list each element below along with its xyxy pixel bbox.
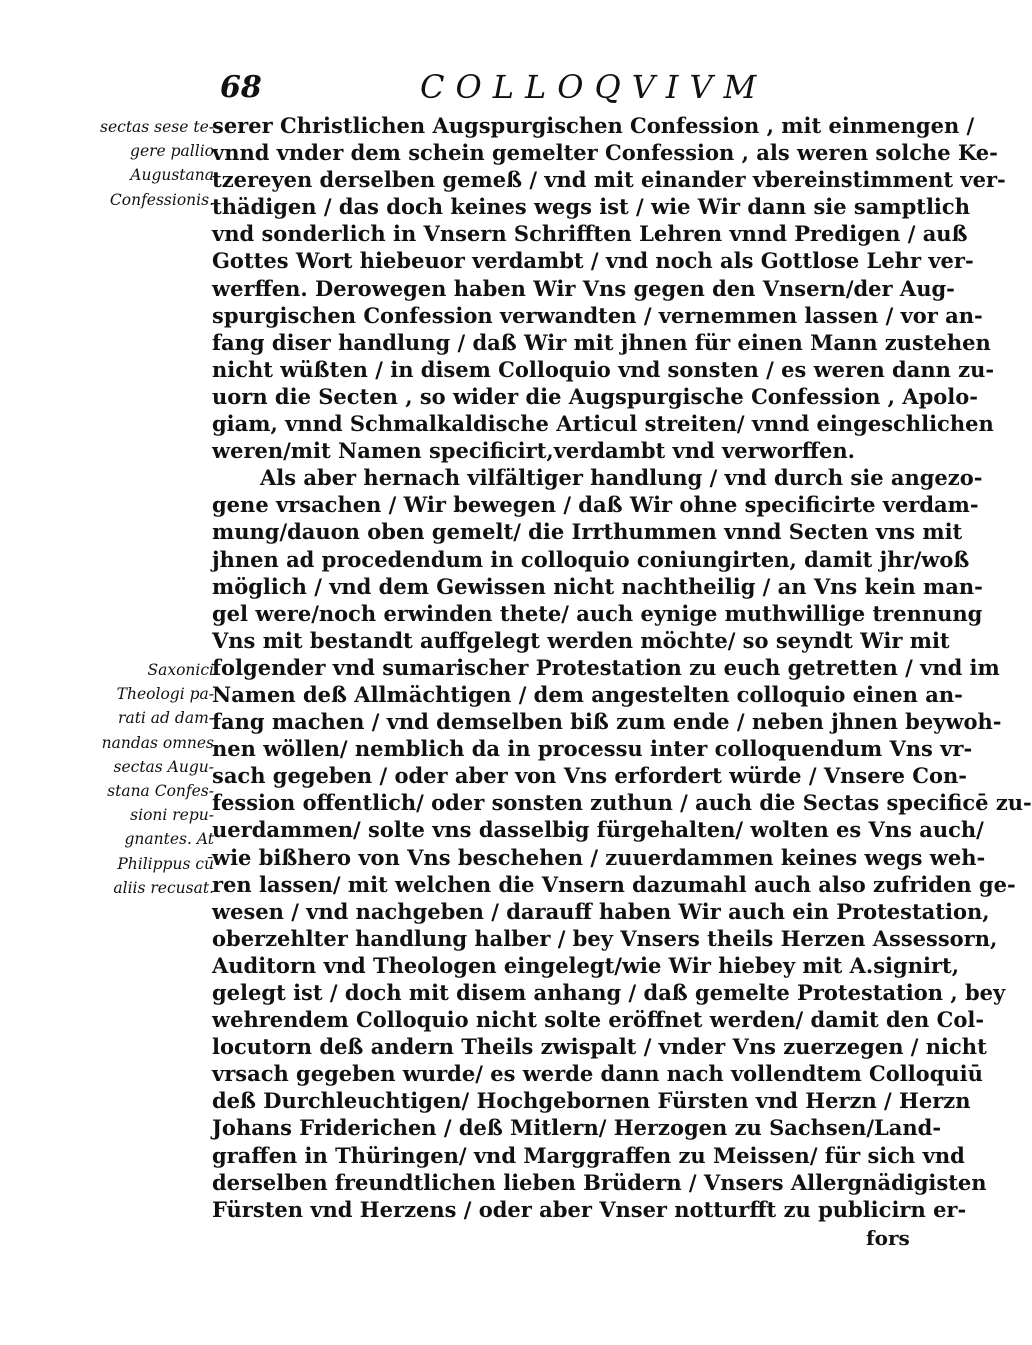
text-line: vnnd vnder dem schein gemelter Confession , als weren solche Ke- (212, 140, 998, 166)
margin-note-line: gnantes. At (124, 830, 214, 849)
text-line: Als aber hernach vilfältiger handlung / vnd durch sie angezo- (260, 465, 983, 491)
page-number: 68 (220, 70, 262, 105)
text-line: ren lassen/ mit welchen die Vnsern dazumahl auch also zufriden ge- (212, 871, 1016, 897)
margin-note-line: sioni repu- (130, 806, 214, 825)
text-line: derselben freundtlichen lieben Brüdern / Vnsers Allergnädigisten (212, 1169, 987, 1195)
text-line: gelegt ist / doch mit disem anhang / daß gemelte Protestation , bey (212, 980, 1006, 1005)
text-line: jhnen ad procedendum in colloquio coniungirten, damit jhr/woß (212, 546, 970, 572)
text-line: fession offentlich/ oder sonsten zuthun / auch die Sectas specificē zu- (212, 790, 1032, 816)
text-line: graffen in Thüringen/ vnd Marggraffen zu Meissen/ für sich vnd (212, 1142, 965, 1168)
margin-note-line: Confessionis. (109, 190, 214, 209)
text-line: serer Christlichen Augspurgischen Confession , mit einmengen / (212, 113, 975, 138)
text-line: fang diser handlung / daß Wir mit jhnen für einen Mann zustehen (212, 329, 991, 355)
body-text (212, 112, 1032, 1223)
text-line: nen wöllen/ nemblich da in processu inter colloquendum Vns vr- (212, 736, 973, 762)
text-line: deß Durchleuchtigen/ Hochgebornen Fürsten vnd Herzn / Herzn (212, 1088, 971, 1114)
margin-note-line: nandas omnes (101, 733, 214, 752)
margin-note (84, 658, 214, 900)
margin-note-line: sectas sese te- (100, 118, 214, 136)
text-line: giam, vnnd Schmalkaldische Articul streiten/ vnnd eingeschlichen (212, 411, 994, 437)
text-line: Fürsten vnd Herzens / oder aber Vnser notturfft zu publicirn er- (212, 1196, 967, 1222)
text-line: möglich / vnd dem Gewissen nicht nachtheilig / an Vns kein man- (212, 573, 983, 599)
text-line: sach gegeben / oder aber von Vns erfordert würde / Vnsere Con- (212, 763, 968, 789)
text-line: Vns mit bestandt auffgelegt werden möchte/ so seyndt Wir mit (212, 627, 950, 653)
catchword: fors (866, 1226, 910, 1250)
text-line: thädigen / das doch keines wegs ist / wie Wir dann sie samptlich (212, 194, 970, 220)
margin-note-line: Philippus cū (117, 854, 214, 873)
text-line: vrsach gegeben wurde/ es werde dann nach vollendtem Colloquiū (212, 1061, 983, 1087)
text-line: Gottes Wort hiebeuor verdambt / vnd noch als Gottlose Lehr ver- (212, 248, 974, 274)
margin-note-line: Saxonici (147, 661, 214, 679)
margin-note-line: sectas Augu- (113, 757, 214, 776)
text-line: weren/mit Namen specificirt,verdambt vnd verworffen. (212, 438, 855, 464)
text-line: locutorn deß andern Theils zwispalt / vnder Vns zuerzegen / nicht (212, 1034, 987, 1060)
margin-note (84, 115, 214, 212)
margin-note-line: Augustana (130, 166, 214, 185)
text-line: wehrendem Colloquio nicht solte eröffnet werden/ damit den Col- (212, 1007, 985, 1033)
text-line: gel were/noch erwinden thete/ auch eynige muthwillige trennung (212, 600, 983, 626)
text-line: wie bißhero von Vns beschehen / zuuerdammen keines wegs weh- (212, 844, 986, 870)
text-line: vnd sonderlich in Vnsern Schrifften Lehren vnnd Predigen / auß (212, 221, 968, 247)
text-line: oberzehlter handlung halber / bey Vnsers theils Herzen Assessorn, (212, 925, 998, 951)
text-line: Auditorn vnd Theologen eingelegt/wie Wir hiebey mit A.signirt, (212, 952, 960, 978)
margin-note-line: Theologi pa- (116, 685, 214, 704)
text-line: wesen / vnd nachgeben / darauff haben Wir auch ein Protestation, (212, 898, 990, 924)
text-line: Johans Friderichen / deß Mitlern/ Herzogen zu Sachsen/Land- (212, 1115, 942, 1141)
running-head: COLLOQVIVM (420, 68, 768, 106)
text-line: gene vrsachen / Wir bewegen / daß Wir ohne specificirte verdam- (212, 492, 979, 518)
margin-note-line: rati ad dam- (118, 709, 214, 728)
margin-note-line: stana Confes- (107, 782, 214, 801)
text-line: folgender vnd sumarischer Protestation zu euch getretten / vnd im (212, 654, 1000, 680)
text-line: werffen. Derowegen haben Wir Vns gegen den Vnsern/der Aug- (212, 275, 955, 301)
margin-note-line: gere pallio (130, 142, 214, 161)
text-line: fang machen / vnd demselben biß zum ende / neben jhnen beywoh- (212, 709, 1002, 735)
text-line: uerdammen/ solte vns dasselbig fürgehalten/ wolten es Vns auch/ (212, 817, 984, 843)
text-line: mung/dauon oben gemelt/ die Irrthummen vnnd Secten vns mit (212, 519, 963, 545)
text-line: Namen deß Allmächtigen / dem angestelten colloquio einen an- (212, 681, 963, 707)
text-line: tzereyen derselben gemeß / vnd mit einander vbereinstimment ver- (212, 167, 1006, 193)
text-line: uorn die Secten , so wider die Augspurgische Confession , Apolo- (212, 383, 978, 409)
text-line: spurgischen Confession verwandten / vernemmen lassen / vor an- (212, 302, 983, 328)
text-line: nicht wüßten / in disem Colloquio vnd sonsten / es weren dann zu- (212, 356, 995, 382)
margin-note-line: aliis recusat. (113, 878, 214, 897)
